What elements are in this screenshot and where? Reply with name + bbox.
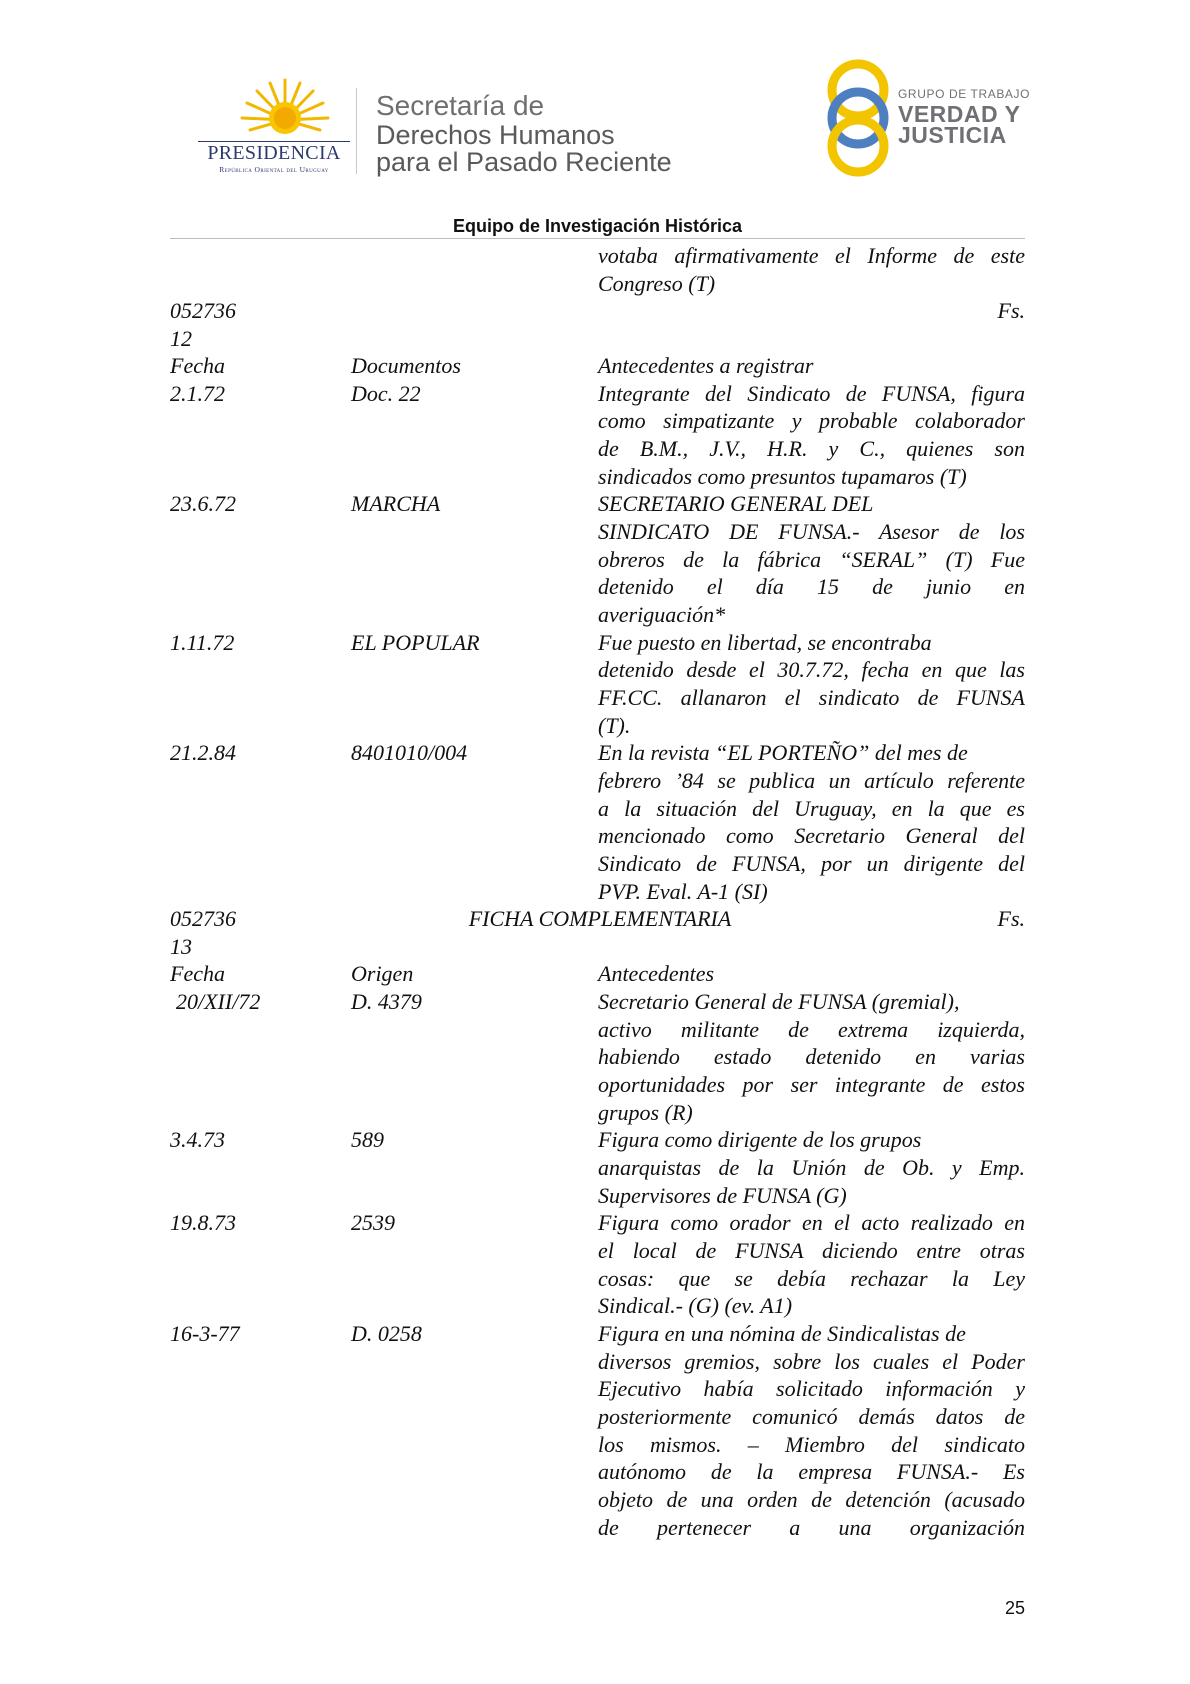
sun-emblem-icon xyxy=(240,78,330,148)
row-text-line: Sindical.- (G) (ev. A1) xyxy=(598,1293,793,1318)
row-text-line: objeto de una orden de detención (acusado xyxy=(598,1487,1025,1512)
column-header-date: Fecha xyxy=(170,353,225,378)
continuation-line: votaba afirmativamente el Informe de este xyxy=(598,243,1025,268)
row-doc: 8401010/004 xyxy=(351,740,468,765)
row-text-line: (T). xyxy=(598,713,631,738)
column-header-antecedents: Antecedentes a registrar xyxy=(598,353,814,378)
row-date: 2.1.72 xyxy=(170,381,225,406)
row-text-line: SINDICATO DE FUNSA.- Asesor de los xyxy=(598,519,1025,544)
row-text-line: Secretario General de FUNSA (gremial), xyxy=(598,989,960,1014)
row-text-line: de pertenecer a una organización xyxy=(598,1515,1025,1540)
row-text-line: averiguación* xyxy=(598,602,726,627)
row-text-line: febrero ’84 se publica un artículo referente xyxy=(598,768,1025,793)
row-text-line: autónomo de la empresa FUNSA.- Es xyxy=(598,1459,1025,1484)
row-doc: 589 xyxy=(351,1127,384,1152)
row-text-line: Fue puesto en libertad, se encontraba xyxy=(598,630,932,655)
row-text-line: Figura como dirigente de los grupos xyxy=(598,1127,922,1152)
header-rule xyxy=(170,238,1025,239)
row-date: 19.8.73 xyxy=(170,1210,236,1235)
secretaria-line-3: para el Pasado Reciente xyxy=(376,147,672,177)
row-date: 16-3-77 xyxy=(170,1321,240,1346)
row-text-line: diversos gremios, sobre los cuales el Poder xyxy=(598,1349,1025,1374)
row-doc: 2539 xyxy=(351,1210,395,1235)
row-doc: D. 0258 xyxy=(351,1321,422,1346)
row-text-line: detenido el día 15 de junio en xyxy=(598,574,1025,599)
row-text-line: grupos (R) xyxy=(598,1100,693,1125)
row-date: 3.4.73 xyxy=(170,1127,225,1152)
file-number-suffix: 13 xyxy=(170,934,192,959)
row-text-line: obreros de la fábrica “SERAL” (T) Fue xyxy=(598,547,1025,572)
section-title: FICHA COMPLEMENTARIA xyxy=(468,906,732,931)
row-text-line: Figura en una nómina de Sindicalistas de xyxy=(598,1321,966,1346)
row-text-line: FF.CC. allanaron el sindicato de FUNSA xyxy=(598,685,1025,710)
secretaria-line-1: Secretaría de xyxy=(376,90,545,121)
row-text-line: cosas: que se debía rechazar la Ley xyxy=(598,1266,1025,1291)
row-text-line: PVP. Eval. A-1 (SI) xyxy=(598,879,768,904)
row-text-line: Ejecutivo había solicitado información y xyxy=(598,1376,1025,1401)
fs-label: Fs. xyxy=(997,298,1025,323)
row-text-line: activo militante de extrema izquierda, xyxy=(598,1017,1025,1042)
row-text-line: sindicados como presuntos tupamaros (T) xyxy=(598,464,967,489)
row-text-line: Integrante del Sindicato de FUNSA, figura xyxy=(598,381,1025,406)
secretaria-line-2: Derechos Humanos xyxy=(376,120,615,150)
fs-label: Fs. xyxy=(997,906,1025,931)
row-text-line: posteriormente comunicó demás datos de xyxy=(598,1404,1025,1429)
row-text-line: Supervisores de FUNSA (G) xyxy=(598,1183,847,1208)
row-text-line: anarquistas de la Unión de Ob. y Emp. xyxy=(598,1155,1025,1180)
header-divider xyxy=(356,88,357,174)
grupo-label: GRUPO DE TRABAJO xyxy=(898,87,1031,101)
row-text-line: mencionado como Secretario General del xyxy=(598,823,1025,848)
row-date: 23.6.72 xyxy=(170,491,236,516)
republica-label: República Oriental del Uruguay xyxy=(219,165,329,174)
row-text-line: En la revista “EL PORTEÑO” del mes de xyxy=(598,740,968,765)
row-date: 21.2.84 xyxy=(170,740,236,765)
row-text-line: Figura como orador en el acto realizado en xyxy=(598,1210,1025,1235)
row-doc: Doc. 22 xyxy=(351,381,421,406)
row-doc: MARCHA xyxy=(351,491,441,516)
row-text-line: como simpatizante y probable colaborador xyxy=(598,408,1025,433)
file-number: 052736 xyxy=(170,906,236,931)
row-text-line: a la situación del Uruguay, en la que es xyxy=(598,796,1025,821)
row-text-line: detenido desde el 30.7.72, fecha en que las xyxy=(598,657,1025,682)
file-number: 052736 xyxy=(170,298,236,323)
column-header-date: Fecha xyxy=(170,961,225,986)
row-text-line: Sindicato de FUNSA, por un dirigente del xyxy=(598,851,1025,876)
verdad-label: VERDAD Y xyxy=(898,101,1021,127)
column-header-origin: Origen xyxy=(351,961,414,986)
row-text-line: de B.M., J.V., H.R. y C., quienes son xyxy=(598,436,1025,461)
row-text-line: SECRETARIO GENERAL DEL xyxy=(598,491,874,516)
continuation-line: Congreso (T) xyxy=(598,271,716,296)
row-date: 1.11.72 xyxy=(170,630,235,655)
row-date: 20/XII/72 xyxy=(176,989,261,1014)
row-doc: EL POPULAR xyxy=(351,630,480,655)
row-text-line: los mismos. – Miembro del sindicato xyxy=(598,1432,1025,1457)
justicia-label: JUSTICIA xyxy=(898,122,1007,148)
row-text-line: habiendo estado detenido en varias xyxy=(598,1044,1025,1069)
file-number-suffix: 12 xyxy=(170,326,192,351)
row-text-line: el local de FUNSA diciendo entre otras xyxy=(598,1238,1025,1263)
page-number: 25 xyxy=(1004,1598,1025,1618)
team-title: Equipo de Investigación Histórica xyxy=(452,216,743,236)
verdad-justicia-rings-icon xyxy=(818,56,898,180)
presidencia-label: PRESIDENCIA xyxy=(207,142,341,164)
column-header-antecedents: Antecedentes xyxy=(598,961,715,986)
column-header-documents: Documentos xyxy=(351,353,461,378)
row-text-line: oportunidades por ser integrante de estos xyxy=(598,1072,1025,1097)
row-doc: D. 4379 xyxy=(351,989,422,1014)
